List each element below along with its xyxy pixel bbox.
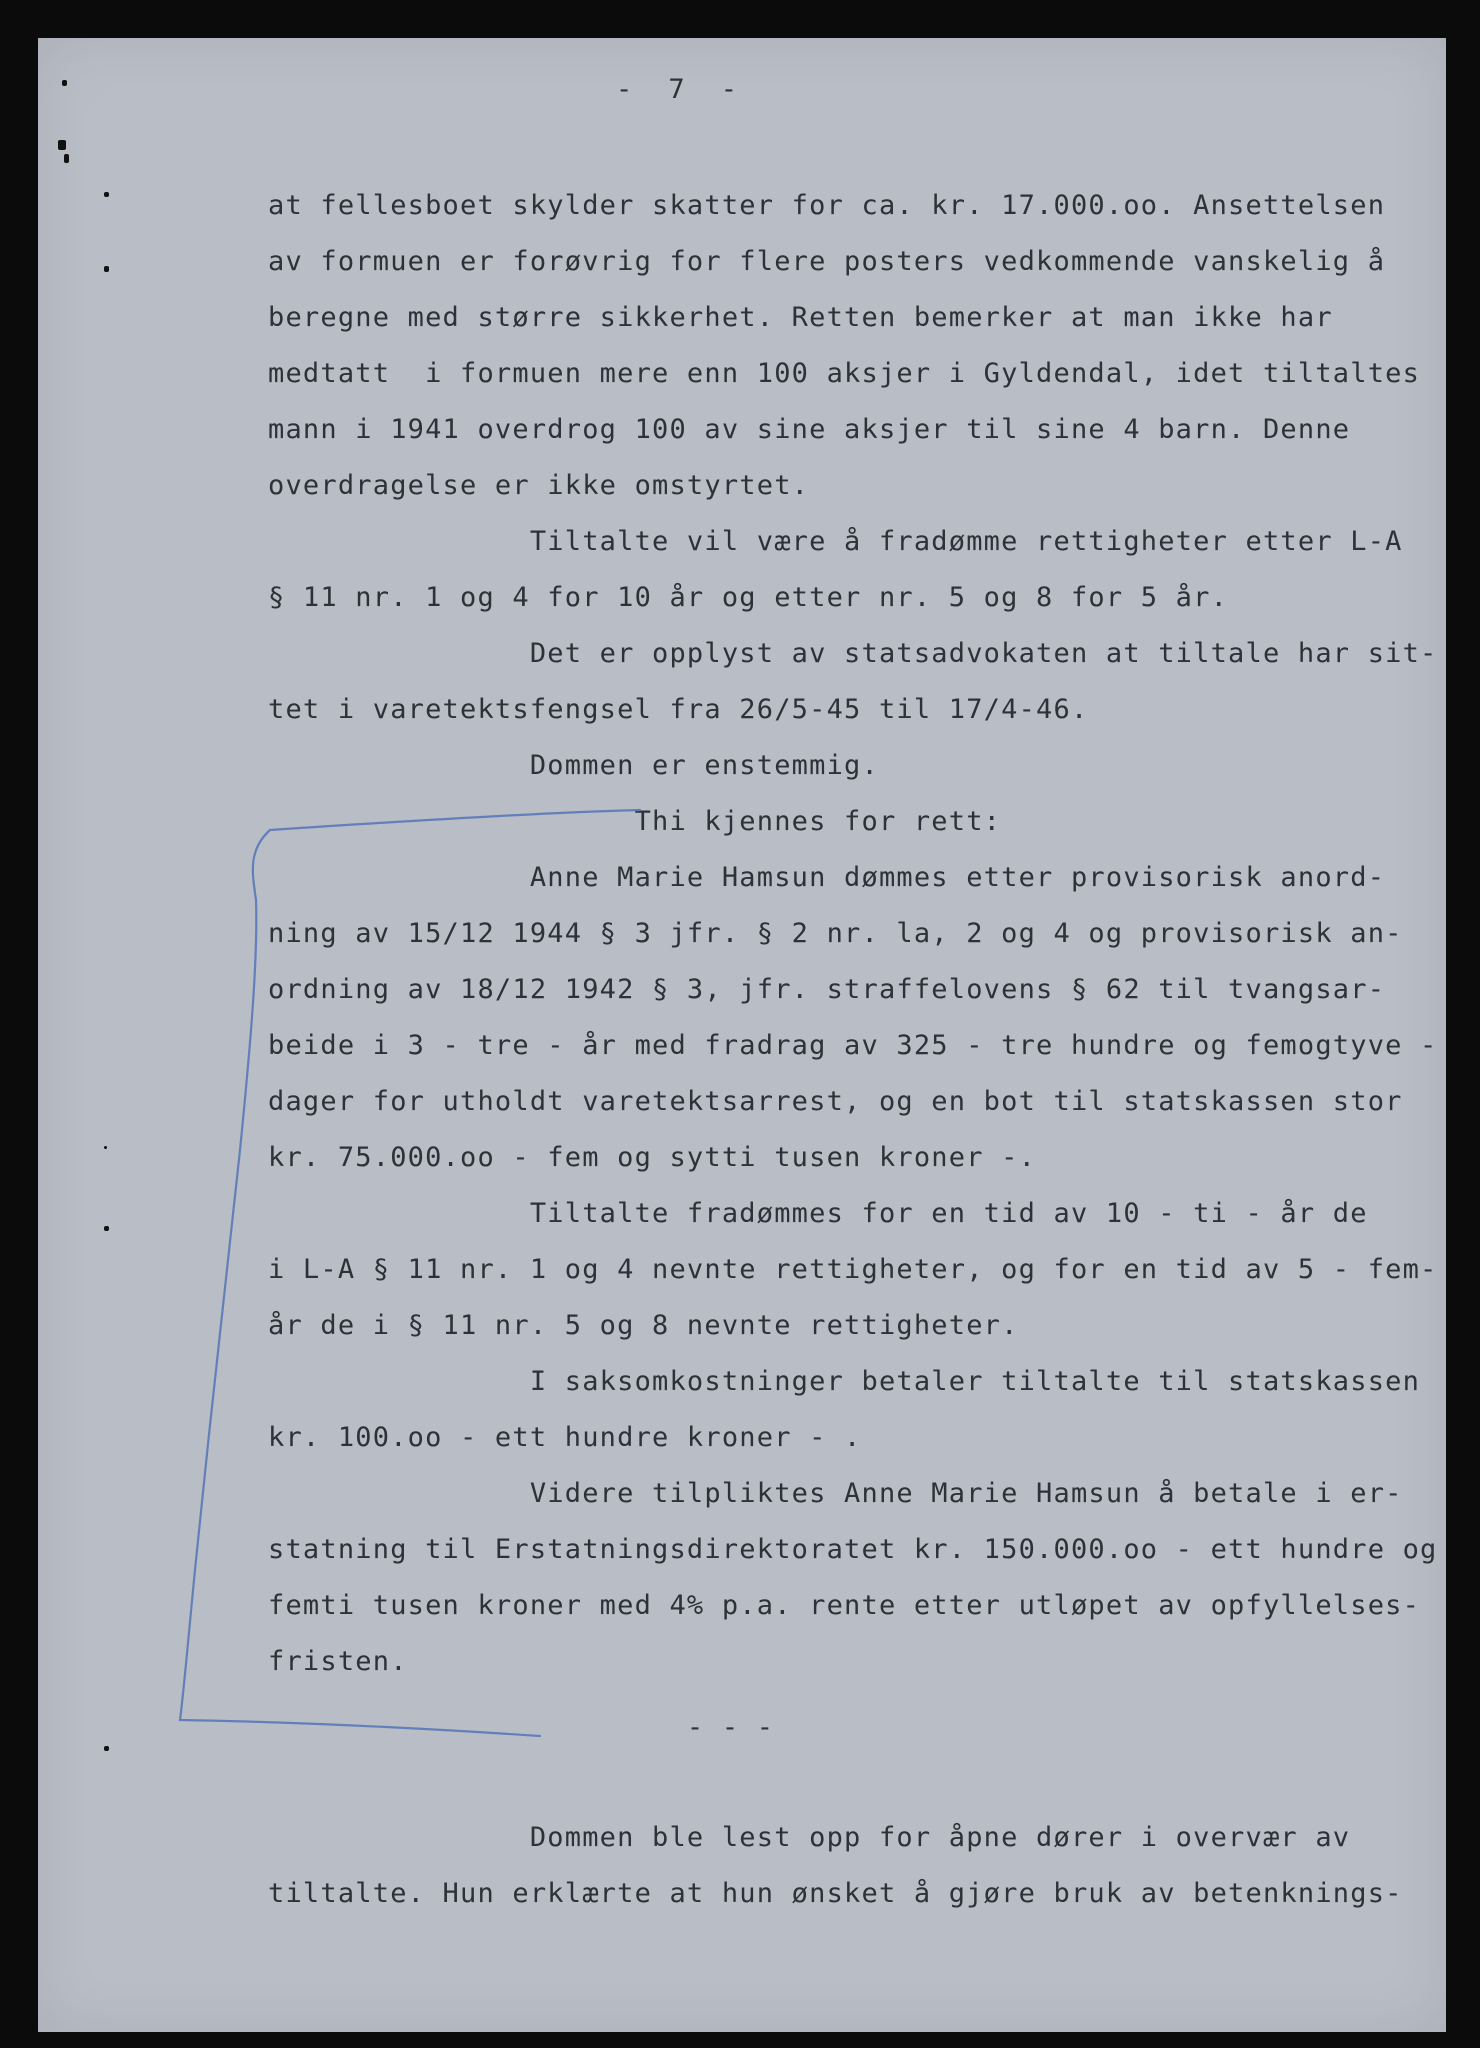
text-line: tiltalte. Hun erklærte at hun ønsket å gjøre bruk av betenknings-: [268, 1878, 1403, 1909]
text-line: ning av 15/12 1944 § 3 jfr. § 2 nr. la, 2 og 4 og provisorisk an-: [268, 918, 1403, 949]
text-line: i L-A § 11 nr. 1 og 4 nevnte rettigheter, og for en tid av 5 - fem-: [268, 1254, 1438, 1285]
text-line: I saksomkostninger betaler tiltalte til statskassen: [268, 1366, 1421, 1397]
text-line: fristen.: [268, 1646, 408, 1677]
text-line: medtatt i formuen mere enn 100 aksjer i Gyldendal, idet tiltaltes: [268, 358, 1421, 389]
text-line: - - -: [268, 1712, 775, 1743]
text-line: Tiltalte fradømmes for en tid av 10 - ti - år de: [268, 1198, 1368, 1229]
text-line: år de i § 11 nr. 5 og 8 nevnte rettigheter.: [268, 1310, 1019, 1341]
text-line: Dommen ble lest opp for åpne dører i overvær av: [268, 1822, 1351, 1853]
text-line: Videre tilpliktes Anne Marie Hamsun å betale i er-: [268, 1478, 1403, 1509]
text-line: Tiltalte vil være å fradømme rettigheter etter L-A: [268, 526, 1403, 557]
text-line: Thi kjennes for rett:: [268, 806, 1002, 837]
text-line: av formuen er forøvrig for flere posters vedkommende vanskelig å: [268, 246, 1386, 277]
text-line: tet i varetektsfengsel fra 26/5-45 til 17/4-46.: [268, 694, 1089, 725]
text-line: Dommen er enstemmig.: [268, 750, 879, 781]
text-line: beide i 3 - tre - år med fradrag av 325 - tre hundre og femogtyve -: [268, 1030, 1438, 1061]
text-line: femti tusen kroner med 4% p.a. rente etter utløpet av opfyllelses-: [268, 1590, 1421, 1621]
text-line: statning til Erstatningsdirektoratet kr. 150.000.oo - ett hundre og: [268, 1534, 1438, 1565]
text-line: § 11 nr. 1 og 4 for 10 år og etter nr. 5 og 8 for 5 år.: [268, 582, 1229, 613]
text-line: mann i 1941 overdrog 100 av sine aksjer til sine 4 barn. Denne: [268, 414, 1351, 445]
text-line: beregne med større sikkerhet. Retten bemerker at man ikke har: [268, 302, 1333, 333]
text-line: dager for utholdt varetektsarrest, og en bot til statskassen stor: [268, 1086, 1403, 1117]
text-line: at fellesboet skylder skatter for ca. kr. 17.000.oo. Ansettelsen: [268, 190, 1386, 221]
text-line: Det er opplyst av statsadvokaten at tiltale har sit-: [268, 638, 1438, 669]
text-line: Anne Marie Hamsun dømmes etter provisorisk anord-: [268, 862, 1386, 893]
text-line: overdragelse er ikke omstyrtet.: [268, 470, 810, 501]
page-number: - 7 -: [616, 74, 739, 105]
text-line: ordning av 18/12 1942 § 3, jfr. straffelovens § 62 til tvangsar-: [268, 974, 1386, 1005]
text-line: kr. 75.000.oo - fem og sytti tusen kroner -.: [268, 1142, 1037, 1173]
text-line: kr. 100.oo - ett hundre kroner - .: [268, 1422, 862, 1453]
